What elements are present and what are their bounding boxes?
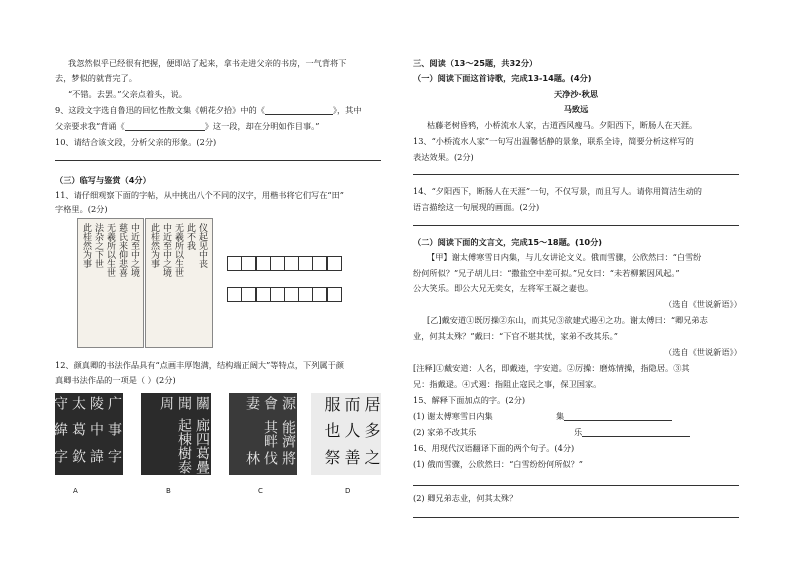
manuscript-col: 此不我 <box>185 223 195 250</box>
q15-word-2 <box>574 427 690 437</box>
annotation-line-2: 兄：指戴逯。④式遏：指阻止寇民之事，保卫国家。 <box>413 379 602 389</box>
question-10: 10、请结合该文段，分析父亲的形象。(2分) <box>55 137 217 147</box>
calligraphy-option-d[interactable] <box>311 393 381 475</box>
question-14: 14、“夕阳西下，断肠人在天涯”一句，不仅写景，而且写人。请你用简洁生动的 <box>413 186 702 196</box>
question-9-cont <box>55 121 319 131</box>
q15-blank-1[interactable] <box>564 411 672 421</box>
passage-line-1: 我忽然似乎已经很有把握，便即站了起来，拿书走进父亲的书房，一气背将下 <box>68 58 347 68</box>
section-3-heading: （三）临写与鉴赏（4分） <box>55 175 151 185</box>
sub-section-2-heading: （二）阅读下面的文言文，完成15～18题。(10分) <box>413 237 603 247</box>
question-15-item-1: (1) 谢太傅寒雪日内集 <box>413 411 493 421</box>
grid-cell[interactable] <box>284 256 299 271</box>
passage-line-2: 去，梦似的就背完了。 <box>55 73 137 83</box>
q9-part-c: 父亲要求我“背诵《 <box>55 121 125 131</box>
grid-cell[interactable] <box>327 256 342 271</box>
passage-yi-line-1: [乙]戴安道①既厉操②东山，而其兄③欲建式遏④之功。谢太傅曰：“卿兄弟志 <box>427 315 708 325</box>
calligraphy-manuscript-right <box>145 218 213 348</box>
passage-line-3: “不错。去罢。”父亲点着头，说。 <box>68 89 187 99</box>
reading-section-heading: 三、阅读（13～25题，共32分） <box>413 58 538 68</box>
calligraphy-option-c[interactable] <box>229 393 297 475</box>
poem-text: 枯藤老树昏鸦，小桥流水人家，古道西风瘦马。夕阳西下，断肠人在天涯。 <box>427 120 698 130</box>
source-2: （选自《世说新语》） <box>664 347 742 357</box>
tile-c-col-3: 將伐林 <box>244 451 296 466</box>
question-16-item-2: (2) 卿兄弟志业，何其太殊？ <box>413 493 518 503</box>
calligraphy-option-a[interactable] <box>52 393 123 475</box>
option-a-label: A <box>73 487 78 495</box>
grid-cell[interactable] <box>227 256 242 271</box>
writing-grid-row-1[interactable] <box>228 256 342 271</box>
manuscript-col: 此桂然为事 <box>81 223 91 268</box>
q15-blank-2[interactable] <box>582 427 690 437</box>
answer-line-q16-2[interactable] <box>413 517 739 518</box>
passage-jia-line-1: 【甲】谢太傅寒雪日内集，与儿女讲论文义。俄而雪骤，公欣然曰：“白雪纷 <box>427 252 702 262</box>
manuscript-col: 中近至中之境 <box>161 223 171 277</box>
question-16: 16、用现代汉语翻译下面的两个句子。(4分) <box>413 443 575 453</box>
question-13-cont: 表达效果。(2分) <box>413 152 474 162</box>
q9-blank-2[interactable] <box>125 121 205 131</box>
grid-cell[interactable] <box>298 256 313 271</box>
grid-cell[interactable] <box>312 256 327 271</box>
answer-line-q14[interactable] <box>413 225 739 226</box>
grid-cell[interactable] <box>227 287 242 302</box>
option-c-label: C <box>258 487 263 495</box>
answer-line-q13[interactable] <box>413 174 739 175</box>
tile-b-col-1: 關聞周 <box>158 396 210 410</box>
manuscript-col: 此桂然为事 <box>149 223 159 268</box>
poem-title: 天净沙·秋思 <box>553 89 599 99</box>
tile-a-col-2: 事中葛緯 <box>52 422 122 437</box>
q15-word-1 <box>556 411 672 421</box>
q9-blank-1[interactable] <box>265 105 333 115</box>
question-16-item-1: (1) 俄而雪骤，公欣然曰：“白雪纷纷何所似？” <box>413 459 583 469</box>
writing-grid-row-2[interactable] <box>228 287 342 302</box>
answer-line-q10[interactable] <box>55 160 381 161</box>
option-d-label: D <box>345 487 351 495</box>
grid-cell[interactable] <box>298 287 313 302</box>
question-9 <box>55 105 362 115</box>
tile-d-col-3: 之善祭 <box>322 448 381 465</box>
passage-yi-line-2: 业，何其太殊？”戴曰：“下官不堪其忧，家弟不改其乐。” <box>413 331 618 341</box>
grid-cell[interactable] <box>312 287 327 302</box>
poem-author: 马致远 <box>563 104 589 114</box>
question-14-cont: 语言描绘这一句展现的画面。(2分) <box>413 202 540 212</box>
manuscript-col: 中近至中之境 <box>129 223 139 277</box>
grid-cell[interactable] <box>284 287 299 302</box>
tile-d-col-2: 多人也 <box>322 422 381 439</box>
q9-part-b: 》，其中 <box>332 105 362 115</box>
tile-d-col-1: 居而服 <box>322 396 381 412</box>
tile-b-col-3: 葛疊樹泰 <box>176 446 210 475</box>
question-15: 15、解释下面加点的字。(2分) <box>413 395 526 405</box>
q15-word-2-text: 乐 <box>574 427 583 437</box>
q15-word-1-text: 集 <box>556 411 565 421</box>
calligraphy-manuscript-left <box>77 218 144 348</box>
annotation-line-1: [注释]①戴安道：人名，即戴逵，字安道。②厉操：磨炼情操，指隐居。③其 <box>413 363 690 373</box>
manuscript-col: 法杂之下世 <box>93 223 103 268</box>
grid-cell[interactable] <box>270 287 285 302</box>
grid-cell[interactable] <box>241 256 256 271</box>
tile-a-col-3: 字諱欽字 <box>52 448 122 463</box>
grid-cell[interactable] <box>241 287 256 302</box>
question-15-item-2: (2) 家弟不改其乐 <box>413 427 477 437</box>
answer-line-q16-1[interactable] <box>413 485 739 486</box>
question-11-cont: 字格里。(2分) <box>55 204 108 214</box>
q9-part-d: 》这一段，却在分明如作目事。” <box>204 121 320 131</box>
tile-b-col-2: 廊四起棟 <box>176 417 210 446</box>
option-b-label: B <box>166 487 171 495</box>
question-11: 11、请仔细观察下面的字帖，从中挑出八个不同的汉字，用楷书将它们写在“田” <box>55 190 344 200</box>
q9-part-a: 9、这段文字选自鲁迅的回忆性散文集《朝花夕拾》中的《 <box>55 105 265 115</box>
manuscript-col: 慈氏来仰悲喜 <box>117 223 127 277</box>
passage-jia-line-3: 公大笑乐。即公大兄无奕女，左将军王凝之妻也。 <box>413 283 594 293</box>
grid-cell[interactable] <box>270 256 285 271</box>
question-12-cont: 真卿书法作品的一项是（ ）(2分) <box>55 375 176 385</box>
passage-jia-line-2: 纷何所似？”兄子胡儿曰：“撒盐空中差可拟。”兄女曰：“未若柳絮因风起。” <box>413 268 680 278</box>
manuscript-col: 无羲所以生世 <box>105 223 115 277</box>
grid-cell[interactable] <box>256 287 271 302</box>
source-1: （选自《世说新语》） <box>664 299 742 309</box>
sub-section-1-heading: （一）阅读下面这首诗歌，完成13-14题。(4分) <box>413 73 592 83</box>
calligraphy-option-b[interactable] <box>141 393 211 475</box>
grid-cell[interactable] <box>327 287 342 302</box>
tile-c-col-1: 源會妻 <box>244 396 296 410</box>
tile-a-col-1: 广陵太守 <box>52 396 122 410</box>
manuscript-col: 仪起见中丧 <box>197 223 207 268</box>
question-13: 13、“小桥流水人家”一句写出温馨恬静的景象，联系全诗，简要分析这样写的 <box>413 136 694 146</box>
manuscript-col: 无羲所以生世 <box>173 223 183 277</box>
grid-cell[interactable] <box>256 256 271 271</box>
tile-c-col-2: 能濟其畔 <box>262 419 296 448</box>
question-12: 12、颜真卿的书法作品具有“点画丰厚饱满，结构端正阔大”等特点，下列属于颜 <box>55 360 344 370</box>
